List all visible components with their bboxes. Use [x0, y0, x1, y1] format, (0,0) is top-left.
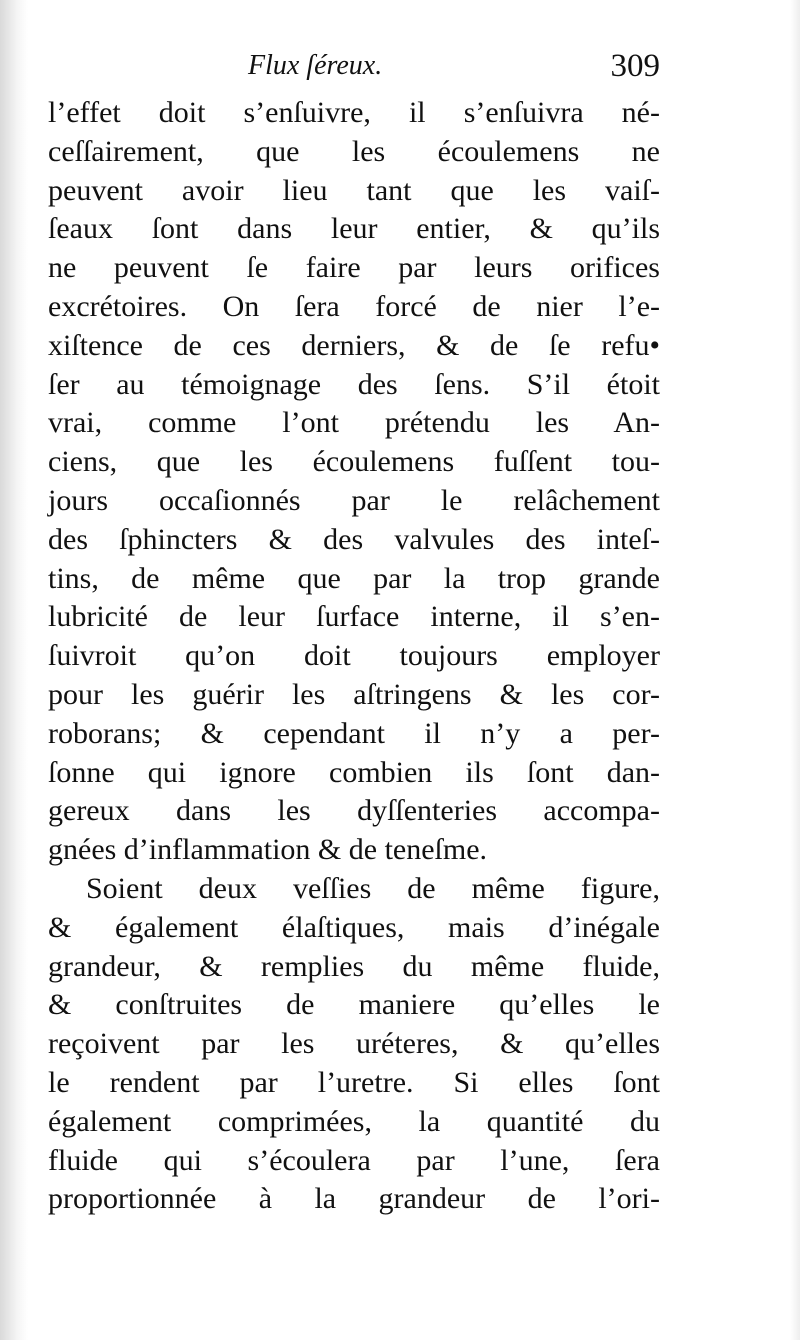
running-head	[48, 44, 660, 92]
text-line: des ſphincters & des valvules des inteſ-	[48, 522, 660, 556]
body-text	[48, 94, 660, 1219]
page-number: 309	[610, 48, 660, 84]
text-line: proportionnée à la grandeur de l’ori-	[48, 1182, 660, 1216]
text-line: ſer au témoignage des ſens. S’il étoit	[48, 367, 660, 401]
text-line: ſeaux ſont dans leur entier, & qu’ils	[48, 212, 660, 246]
running-head-title: Flux ſéreux.	[248, 50, 383, 81]
paragraph-end-line: gnées d’inflammation & de teneſme.	[48, 833, 488, 867]
text-line: & également élaſtiques, mais d’inégale	[48, 910, 660, 944]
text-line: gereux dans les dyſſenteries accompa-	[48, 794, 660, 828]
text-line: roborans; & cependant il n’y a per-	[48, 716, 660, 750]
paragraph-start-line: Soient deux veſſies de même figure,	[86, 871, 660, 905]
text-line: fluide qui s’écoulera par l’une, ſera	[48, 1143, 660, 1177]
spine-shadow	[0, 0, 28, 1340]
text-line: jours occaſionnés par le relâchement	[48, 483, 660, 517]
text-line: ne peuvent ſe faire par leurs orifices	[48, 251, 660, 285]
text-line: reçoivent par les uréteres, & qu’elles	[48, 1027, 660, 1061]
text-line: lubricité de leur ſurface interne, il s’en-	[48, 600, 660, 634]
text-line: ſonne qui ignore combien ils ſont dan-	[48, 755, 660, 789]
text-line: ciens, que les écoulemens fuſſent tou-	[48, 445, 660, 479]
text-line: peuvent avoir lieu tant que les vaiſ-	[48, 173, 660, 207]
text-line: & conſtruites de maniere qu’elles le	[48, 988, 660, 1022]
text-line: ceſſairement, que les écoulemens ne	[48, 134, 660, 168]
text-line: vrai, comme l’ont prétendu les An-	[48, 406, 660, 440]
page-edge	[790, 0, 800, 1340]
text-line: grandeur, & remplies du même fluide,	[48, 949, 660, 983]
text-line: également comprimées, la quantité du	[48, 1104, 660, 1138]
text-line: l’effet doit s’enſuivre, il s’enſuivra né-	[48, 96, 660, 129]
text-line: tins, de même que par la trop grande	[48, 561, 660, 595]
text-line: le rendent par l’uretre. Si elles ſont	[48, 1065, 660, 1099]
text-line: pour les guérir les aſtringens & les cor-	[48, 677, 660, 711]
text-line: ſuivroit qu’on doit toujours employer	[48, 639, 660, 673]
text-line: xiſtence de ces derniers, & de ſe refu•	[48, 328, 660, 362]
text-line: excrétoires. On ſera forcé de nier l’e-	[48, 289, 660, 323]
